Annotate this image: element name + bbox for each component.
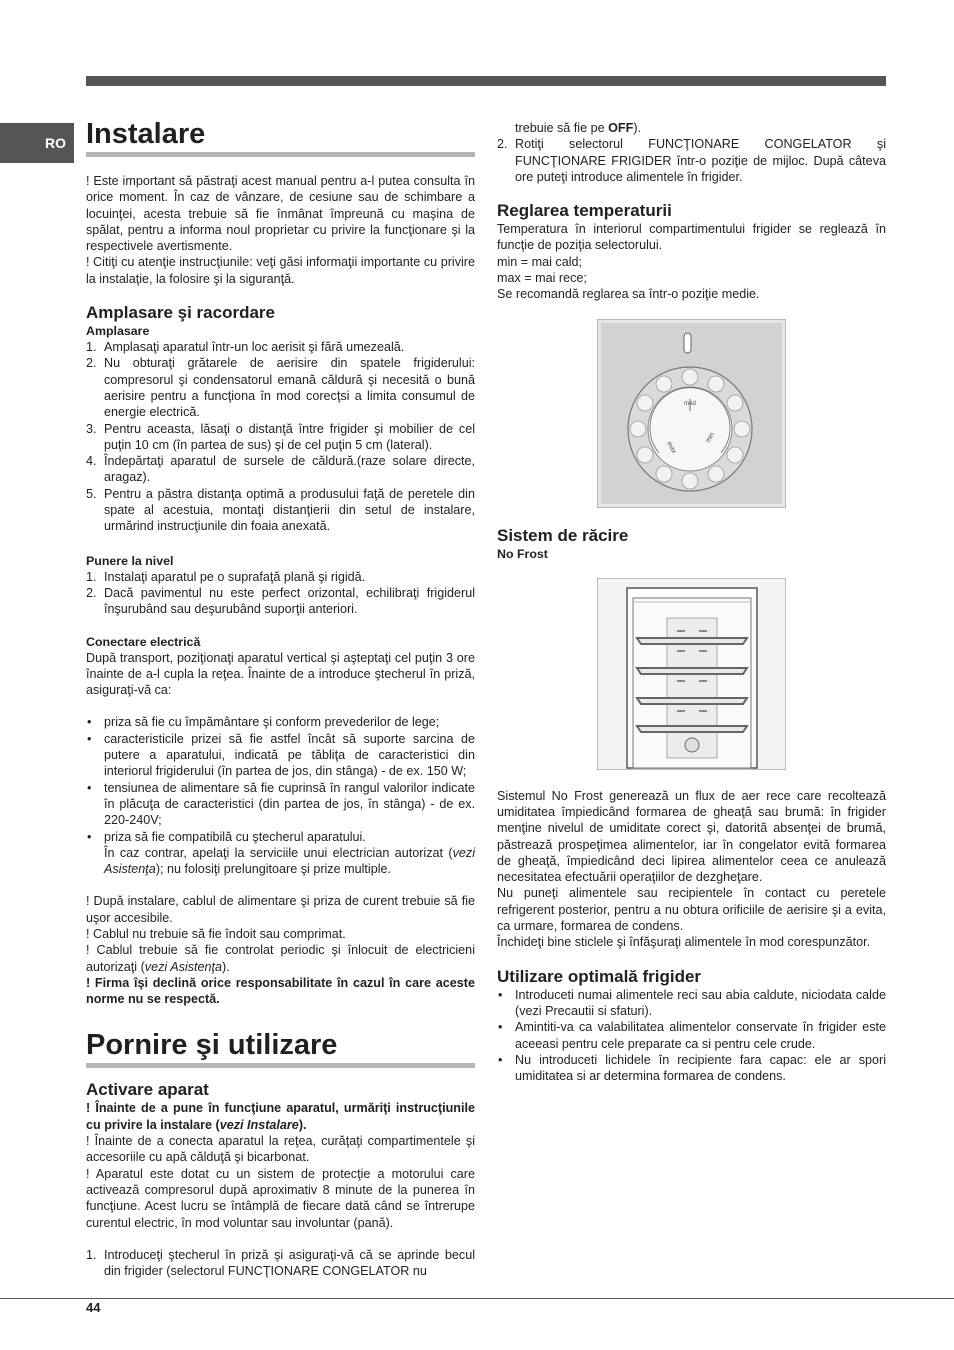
list-item: 2. Nu obturaţi grătarele de aerisire din spatele frigiderului: compresorul şi condensatorul emană căldură şi necesită o bună aerisire pentru a funcţiona în mod corecţsi a limita consumul de energie electrică. xyxy=(86,356,475,420)
conectare-paragraph: După transport, poziţionaţi aparatul vertical şi aşteptaţi cel puţin 3 ore înainte de a-l cupla la reţea. Înainte de a introduce ştecherul în priză, asiguraţi-vă ca: xyxy=(86,650,475,698)
conectare-bullets xyxy=(86,714,475,877)
bullet-item: • priza să fie compatibilă cu ştecherul aparatului. În caz contrar, apelaţi la serviciile unui electrician autorizat (vezi Asistenţa); nu folosiţi prelungitoare şi prize multiple. xyxy=(87,829,475,877)
sistem-paragraph: Nu puneţi alimentele sau recipientele în contact cu peretele refrigerent posterior, pentru a nu obtura orificiile de aerisire şi a evita, ca urmare, formarea de condens. xyxy=(497,886,886,934)
section-title-pornire: Pornire şi utilizare xyxy=(86,1027,475,1068)
fan-icon xyxy=(685,738,699,752)
heading-reglarea: Reglarea temperaturii xyxy=(497,201,672,221)
list-item: 3. Pentru aceasta, lăsaţi o distanţă între frigider şi mobilier de cel puţin 10 cm (în partea de sus) şi de cel puţin 5 cm (lateral). xyxy=(86,421,475,452)
list-item: 2. Dacă pavimentul nu este perfect orizontal, echilibraţi frigiderul înşurubând sau deşurubând suporţii anteriori. xyxy=(86,585,475,617)
bullet-item: • Amintiti-va ca valabilitatea alimentelor conservate în frigider este aceeasi pentru cele preparate ca si pentru cele crude. xyxy=(498,1020,886,1051)
amplasare-list xyxy=(86,339,475,535)
reglarea-text: Temperatura în interiorul compartimentului frigider se reglează în funcţie de poziţia selectorului. xyxy=(497,222,886,253)
intro-paragraph: ! Citiţi cu atenţie instrucţiunile: veţi găsi informaţii importante cu privire la instalaţie, la folosire şi la siguranţă. xyxy=(86,255,475,286)
dial-label-min: min xyxy=(704,431,716,444)
fridge-interior-figure xyxy=(597,578,786,770)
warning-text-bold: ! Firma îşi declină orice responsabilitate în cazul în care aceste norme nu se respectă. xyxy=(86,975,475,1007)
activare-paragraph: ! Înainte de a conecta aparatul la reţea, curăţaţi compartimentele şi accesoriile cu apă călduţă şi bicarbonat. xyxy=(86,1134,475,1165)
list-item: 4. Îndepărtaţi aparatul de sursele de căldură.(raze solare directe, aragaz). xyxy=(86,454,475,485)
heading-utilizare: Utilizare optimală frigider xyxy=(497,966,702,986)
subheading-no-frost: No Frost xyxy=(497,546,548,561)
list-item: 1. Amplasaţi aparatul într-un loc aerisit şi fără umezeală. xyxy=(86,340,405,355)
list-item: 5. Pentru a păstra distanţa optimă a produsului faţă de peretele din spate al acestuia, montaţi distanţierii din setul de instalare, urmărind instrucţiunile din foaia anexată. xyxy=(86,486,475,534)
bullet-item: • tensiunea de alimentare să fie cuprinsă în rangul valorilor indicate în plăcuţa de caracteristici (din partea de jos, în stânga) - de ex. 220-240V; xyxy=(87,780,475,828)
page-number: 44 xyxy=(86,1300,101,1315)
top-bar xyxy=(86,76,886,86)
dial-label-med: med xyxy=(684,400,696,407)
activare-steps-continued xyxy=(497,120,886,185)
bullet-item: • Nu introduceti lichidele în recipiente fara capac: ele ar spori umiditatea si ar determina formarea de condens. xyxy=(498,1052,886,1084)
list-item: 2. Rotiţi selectorul FUNCŢIONARE CONGELATOR şi FUNCŢIONARE FRIGIDER într-o poziţie de mijloc. După câteva ore puteţi introduce alimentele în frigider. xyxy=(497,137,886,184)
dial-label-max: max xyxy=(665,440,678,455)
subheading-amplasare: Amplasare xyxy=(86,324,150,339)
subheading-punere: Punere la nivel xyxy=(86,553,174,568)
language-tab: RO xyxy=(0,123,74,163)
indicator-icon xyxy=(684,333,691,353)
utilizare-bullets xyxy=(497,987,886,1085)
subheading-conectare: Conectare electrică xyxy=(86,634,201,649)
reglarea-text: Se recomandă reglarea sa într-o poziţie medie. xyxy=(497,287,760,302)
footer-rule xyxy=(0,1298,954,1299)
right-column xyxy=(497,120,886,1084)
reglarea-text: min = mai cald; xyxy=(497,254,583,269)
warning-text: ! Cablul nu trebuie să fie îndoit sau comprimat. xyxy=(86,926,346,941)
punere-list xyxy=(86,569,475,618)
activare-steps xyxy=(86,1247,475,1280)
bullet-item: • Introduceti numai alimentele reci sau abia caldute, niciodata calde (vezi Precautii si sfaturi). xyxy=(498,987,886,1018)
heading-sistem: Sistem de răcire xyxy=(497,525,629,545)
sistem-paragraph: Sistemul No Frost generează un flux de aer rece care recoltează umiditatea împiedicând formarea de gheaţă sau brumă: în frigider menţine nivelul de umiditate corect şi, datorită absenţei de brumă, păstrează prospeţimea alimentelor, iar în congelator evită formarea de gheaţă, împiedicând deci lipirea alimentelor ceea ce anulează necesitatea efectuării operaţiilor de dezgheţare. xyxy=(497,788,886,885)
intro-paragraph: ! Este important să păstraţi acest manual pentru a-l putea consulta în orice moment. În caz de vânzare, de cesiune sau de schimbare a locuinţei, acesta trebuie să fie înmânat împreună cu maşina de spălat, pentru a informa noul proprietar cu privire la funcţionare şi la respectivele avertismente. xyxy=(86,174,475,254)
activare-warning: ! Înainte de a pune în funcţiune aparatul, urmăriţi instrucţiunile cu privire la instalare (vezi Instalare). xyxy=(86,1101,475,1132)
list-item: 1. Instalaţi aparatul pe o suprafaţă plană şi rigidă. xyxy=(86,569,366,584)
list-item: trebuie să fie pe OFF). xyxy=(515,121,642,135)
list-item: 1. Introduceţi ştecherul în priză şi asiguraţi-vă că se aprinde becul din frigider (selectorul FUNCŢIONARE CONGELATOR nu xyxy=(86,1247,475,1279)
bullet-item: • priza să fie cu împământare şi conform prevederilor de lege; xyxy=(87,715,440,730)
bullet-item: • caracteristicile prizei să fie astfel încât să suporte sarcina de putere a aparatului, indicată pe tăbliţa de caracteristici din interiorul frigiderului (în partea de jos, din stânga) - de ex. 150 W; xyxy=(87,731,475,779)
heading-activare: Activare aparat xyxy=(86,1080,209,1100)
left-column xyxy=(86,116,475,1279)
activare-paragraph: ! Aparatul este dotat cu un sistem de protecţie a motorului care activează compresorul după aproximativ 8 minute de la punerea în funcţiune. Acest lucru se întâmplă de fiecare dată când se întrerupe curentul electric, în mod voluntar sau involuntar (pană). xyxy=(86,1166,475,1230)
section-title-instalare: Instalare xyxy=(86,116,475,157)
thermostat-dial-figure xyxy=(597,319,786,508)
warning-text: ! După instalare, cablul de alimentare şi priza de curent trebuie să fie uşor accesibile. xyxy=(86,894,475,925)
warning-text: ! Cablul trebuie să fie controlat periodic şi înlocuit de electricieni autorizaţi (vezi Asistenţa). xyxy=(86,943,475,974)
sistem-paragraph: Închideţi bine sticlele şi înfăşuraţi alimentele în mod corespunzător. xyxy=(497,935,871,950)
reglarea-text: max = mai rece; xyxy=(497,271,587,286)
heading-amplasare: Amplasare şi racordare xyxy=(86,303,275,323)
